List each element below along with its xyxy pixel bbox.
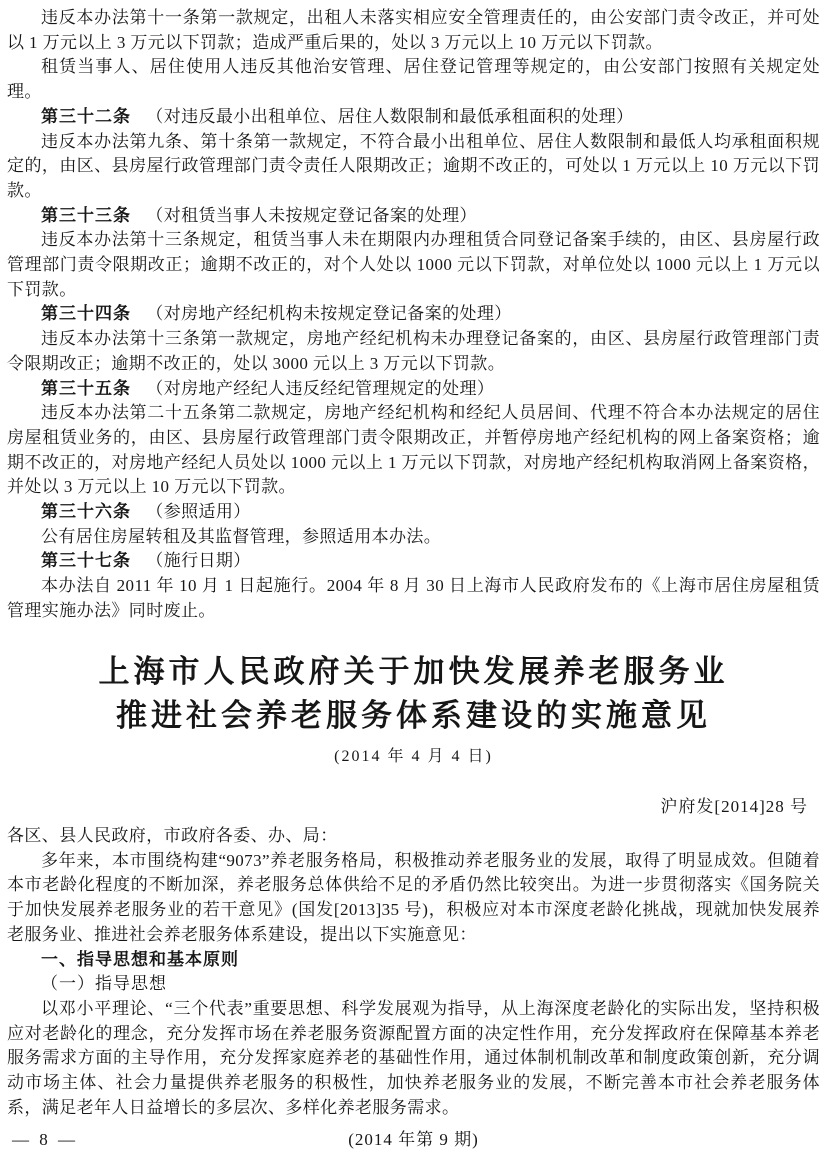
- article-title: （参照适用）: [146, 502, 251, 522]
- paragraph: 违反本办法第九条、第十条第一款规定，不符合最小出租单位、居住人数限制和最低人均承租面积规定的，由区、县房屋行政管理部门责令责任人限期改正；逾期不改正的，可处以 1 万元以上 10 万元以下罚款。: [7, 131, 820, 200]
- document-title-line1: 上海市人民政府关于加快发展养老服务业: [98, 653, 729, 689]
- paragraph: 违反本办法第十三条第一款规定，房地产经纪机构未办理登记备案的，由区、县房屋行政管理部门责令限期改正；逾期不改正的，处以 3000 元以上 3 万元以下罚款。: [7, 329, 820, 373]
- paragraph: 违反本办法第十三条规定，租赁当事人未在期限内办理租赁合同登记备案手续的，由区、县房屋行政管理部门责令限期改正；逾期不改正的，对个人处以 1000 元以下罚款，对单位处以 1000 元以上 1 万元以下罚款。: [7, 230, 820, 299]
- article-heading: [7, 204, 820, 229]
- article-heading: [7, 500, 820, 525]
- article-number: 第三十三条: [41, 205, 131, 225]
- article-title: （对房地产经纪机构未按规定登记备案的处理）: [146, 304, 512, 324]
- document-title: [7, 650, 820, 738]
- document-title-line2: 推进社会养老服务体系建设的实施意见: [116, 697, 711, 733]
- paragraph: 违反本办法第二十五条第二款规定，房地产经纪机构和经纪人员居间、代理不符合本办法规定的居住房屋租赁业务的，由区、县房屋行政管理部门责令限期改正，并暂停房地产经纪机构的网上备案资格；逾期不改正的，对房地产经纪人员处以 1000 元以上 1 万元以下罚款，对房地产经纪机构取消网上备案资格，并处以 3 万元以上 10 万元以下罚款。: [7, 403, 820, 497]
- paragraph: 违反本办法第十一条第一款规定，出租人未落实相应安全管理责任的，由公安部门责令改正，并可处以 1 万元以上 3 万元以下罚款；造成严重后果的，处以 3 万元以上 10 万元以下罚款。: [7, 8, 820, 52]
- paragraph: 租赁当事人、居住使用人违反其他治安管理、居住登记管理等规定的，由公安部门按照有关规定处理。: [7, 57, 820, 102]
- document-number: 沪府发[2014]28 号: [660, 797, 808, 817]
- sub-heading: （一）指导思想: [41, 974, 167, 994]
- article-title: （对租赁当事人未按规定登记备案的处理）: [146, 205, 477, 225]
- salutation: 各区、县人民政府，市政府各委、办、局：: [7, 825, 338, 845]
- article-title: （施行日期）: [146, 551, 251, 571]
- paragraph: 以邓小平理论、“三个代表”重要思想、科学发展观为指导，从上海深度老龄化的实际出发，坚持积极应对老龄化的理念，充分发挥市场在养老服务资源配置方面的决定性作用，充分发挥政府在保障基本养老服务需求方面的主导作用，充分发挥家庭养老的基础性作用，通过体制机制改革和制度政策创新，充分调动市场主体、社会力量提供养老服务的积极性，加快养老服务业的发展，不断完善本市社会养老服务体系，满足老年人日益增长的多层次、多样化养老服务需求。: [7, 998, 820, 1117]
- article-heading: [7, 302, 820, 327]
- article-title: （对违反最小出租单位、居住人数限制和最低承租面积的处理）: [146, 106, 634, 126]
- article-heading: [7, 377, 820, 402]
- document-date: (2014 年 4 月 4 日): [334, 747, 493, 765]
- issue-label: (2014 年第 9 期): [348, 1130, 479, 1149]
- paragraph: 公有居住房屋转租及其监督管理，参照适用本办法。: [41, 526, 442, 546]
- page-number: — 8 —: [12, 1130, 78, 1149]
- article-number: 第三十七条: [41, 551, 131, 571]
- article-number: 第三十五条: [41, 378, 131, 398]
- previous-document-section: [7, 6, 820, 624]
- article-heading: [7, 549, 820, 574]
- article-number: 第三十二条: [41, 106, 131, 126]
- section-heading: 一、指导思想和基本原则: [41, 949, 239, 969]
- page-footer: [0, 1128, 827, 1158]
- new-document-section: [7, 650, 820, 1121]
- article-title: （对房地产经纪人违反经纪管理规定的处理）: [146, 378, 495, 398]
- paragraph: 多年来，本市围绕构建“9073”养老服务格局，积极推动养老服务业的发展，取得了明显成效。但随着本市老龄化程度的不断加深，养老服务总体供给不足的矛盾仍然比较突出。为进一步贯彻落实《国务院关于加快发展养老服务业的若干意见》(国发[2013]35 号)，积极应对本市深度老龄化挑战，现就加快发展养老服务业、推进社会养老服务体系建设，提出以下实施意见：: [7, 850, 820, 944]
- paragraph: 本办法自 2011 年 10 月 1 日起施行。2004 年 8 月 30 日上海市人民政府发布的《上海市居住房屋租赁管理实施办法》同时废止。: [7, 576, 820, 620]
- article-number: 第三十四条: [41, 304, 131, 324]
- article-number: 第三十六条: [41, 502, 131, 522]
- article-heading: [7, 105, 820, 130]
